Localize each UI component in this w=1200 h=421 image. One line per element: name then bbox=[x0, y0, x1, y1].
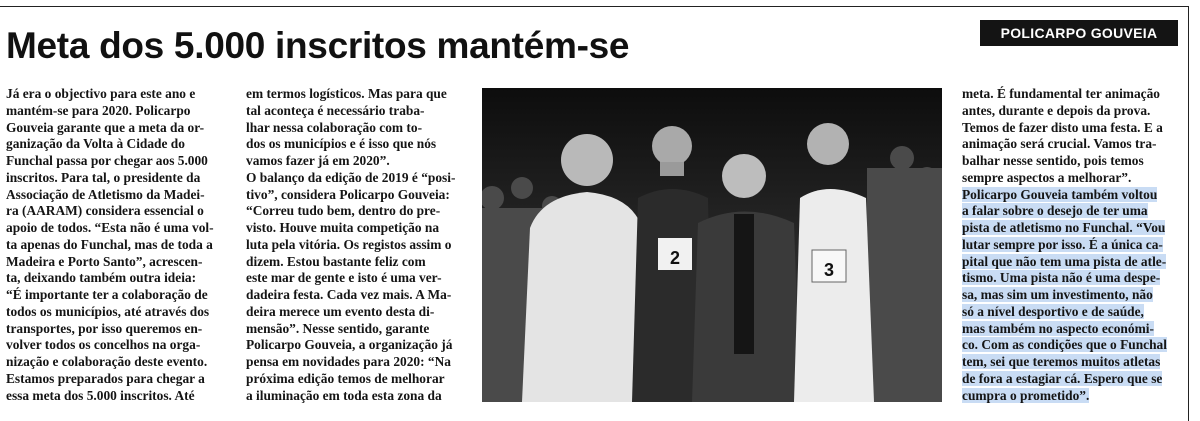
text-line bbox=[246, 354, 466, 371]
text-line bbox=[246, 86, 466, 103]
right-column-rule bbox=[1188, 6, 1189, 421]
text-line bbox=[962, 354, 1184, 371]
text-line-content: “Correu tudo bem, dentro do pre- bbox=[246, 203, 441, 219]
text-line bbox=[962, 337, 1184, 354]
text-line bbox=[6, 321, 222, 338]
text-line bbox=[6, 371, 222, 388]
text-line bbox=[6, 388, 222, 405]
text-line bbox=[962, 86, 1184, 103]
text-line-content: todos os municípios, até através dos bbox=[6, 303, 210, 319]
text-line bbox=[246, 321, 466, 338]
text-line-content: transportes, por isso queremos en- bbox=[6, 320, 203, 336]
text-line bbox=[6, 304, 222, 321]
text-line bbox=[6, 237, 222, 254]
text-line-content: luta pela vitória. Os registos assim o bbox=[246, 236, 452, 252]
text-line-content: Gouveia garante que a meta da or- bbox=[6, 119, 205, 135]
text-line bbox=[6, 220, 222, 237]
text-line-content: nização e colaboração deste evento. bbox=[6, 354, 208, 369]
text-line bbox=[246, 371, 466, 388]
text-line-content: a iluminação em toda esta zona da bbox=[246, 387, 442, 403]
text-line bbox=[962, 254, 1184, 271]
text-line bbox=[6, 270, 222, 287]
text-line bbox=[246, 254, 466, 271]
text-line-content: lutar sempre por isso. É a única ca- bbox=[962, 236, 1163, 252]
text-line bbox=[6, 354, 222, 371]
text-line bbox=[246, 304, 466, 321]
text-line-content: Policarpo Gouveia também voltou bbox=[962, 186, 1158, 202]
text-line-content: sempre aspectos a melhorar”. bbox=[962, 169, 1132, 185]
text-line bbox=[962, 220, 1184, 237]
text-line bbox=[6, 337, 222, 354]
text-line bbox=[962, 270, 1184, 287]
text-line bbox=[246, 203, 466, 220]
text-line-content: antes, durante e depois da prova. bbox=[962, 102, 1151, 118]
text-line bbox=[962, 371, 1184, 388]
text-line bbox=[962, 388, 1184, 405]
text-line-content: mantém-se para 2020. Policarpo bbox=[6, 102, 191, 118]
text-line-content: dos os municípios e é isso que nós bbox=[246, 136, 437, 152]
text-line bbox=[6, 103, 222, 120]
text-line-content: balhar nesse sentido, pois temos bbox=[962, 153, 1144, 168]
text-line-content: pital que não tem uma pista de atle- bbox=[962, 253, 1167, 269]
text-line-content: Madeira e Porto Santo”, acrescen- bbox=[6, 253, 203, 269]
text-line-content: “É importante ter a colaboração de bbox=[6, 287, 208, 302]
bib-2-label: 2 bbox=[669, 248, 681, 268]
text-line-content: cumpra o prometido”. bbox=[962, 387, 1090, 403]
text-line bbox=[962, 287, 1184, 304]
text-line-content: visto. Houve muita competição na bbox=[246, 220, 440, 235]
text-line bbox=[6, 86, 222, 103]
text-line-content: este mar de gente e isto é uma ver- bbox=[246, 270, 442, 286]
text-line bbox=[246, 337, 466, 354]
text-line-content: pensa em novidades para 2020: “Na bbox=[246, 354, 451, 369]
article-column-3 bbox=[962, 86, 1184, 404]
text-line-content: de fora a estagiar cá. Espero que se bbox=[962, 370, 1163, 386]
text-line-content: tivo”, considera Policarpo Gouveia: bbox=[246, 186, 450, 202]
text-line-content: dadeira festa. Cada vez mais. A Ma- bbox=[246, 287, 452, 302]
text-line bbox=[6, 254, 222, 271]
text-line-content: apoio de todos. “Esta não é uma vol- bbox=[6, 220, 214, 235]
text-line bbox=[962, 304, 1184, 321]
text-line-content: ta, deixando também outra ideia: bbox=[6, 270, 197, 286]
text-line bbox=[962, 237, 1184, 254]
text-line-content: Funchal passa por chegar aos 5.000 bbox=[6, 153, 208, 168]
text-line bbox=[962, 187, 1184, 204]
text-line bbox=[962, 136, 1184, 153]
text-line bbox=[246, 388, 466, 405]
text-line bbox=[246, 170, 466, 187]
text-line-content: tismo. Uma pista não é uma despe- bbox=[962, 270, 1161, 286]
text-line bbox=[962, 120, 1184, 137]
text-line-content: ganização da Volta à Cidade do bbox=[6, 136, 185, 152]
text-line-content: sa, mas sim um investimento, não bbox=[962, 287, 1153, 302]
text-line-content: a falar sobre o desejo de ter uma bbox=[962, 203, 1148, 219]
text-line-content: volver todos os concelhos na orga- bbox=[6, 337, 201, 353]
article-headline: Meta dos 5.000 inscritos mantém-se bbox=[6, 25, 630, 66]
text-line-content: pista de atletismo no Funchal. “Vou bbox=[962, 220, 1166, 235]
text-line-content: co. Com as condições que o Funchal bbox=[962, 337, 1167, 353]
text-line bbox=[962, 170, 1184, 187]
text-line-content: mas também no aspecto económi- bbox=[962, 320, 1154, 336]
text-line-content: Policarpo Gouveia, a organização já bbox=[246, 337, 453, 353]
text-line-content: só a nível desportivo e de saúde, bbox=[962, 303, 1144, 319]
text-line-content: vamos fazer já em 2020”. bbox=[246, 153, 390, 168]
text-line-content: essa meta dos 5.000 inscritos. Até bbox=[6, 387, 195, 403]
text-line bbox=[962, 153, 1184, 170]
text-line-content: deira merece um evento desta di- bbox=[246, 303, 435, 319]
text-line bbox=[962, 321, 1184, 338]
text-line-content: Já era o objectivo para este ano e bbox=[6, 86, 196, 101]
text-line-content: mensão”. Nesse sentido, garante bbox=[246, 320, 430, 336]
text-line-content: Estamos preparados para chegar a bbox=[6, 370, 205, 386]
text-line bbox=[962, 203, 1184, 220]
text-line-content: lhar nessa colaboração com to- bbox=[246, 119, 423, 135]
text-line bbox=[962, 103, 1184, 120]
text-line-content: ta apenas do Funchal, mas de toda a bbox=[6, 236, 213, 252]
text-line-content: inscritos. Para tal, o presidente da bbox=[6, 169, 201, 185]
text-line bbox=[246, 270, 466, 287]
text-line bbox=[246, 237, 466, 254]
text-line-content: em termos logísticos. Mas para que bbox=[246, 86, 447, 101]
author-tag: POLICARPO GOUVEIA bbox=[980, 20, 1178, 46]
bib-3-label: 3 bbox=[823, 260, 835, 280]
text-line bbox=[246, 136, 466, 153]
text-line-content: O balanço da edição de 2019 é “posi- bbox=[246, 169, 456, 185]
text-line-content: meta. É fundamental ter animação bbox=[962, 86, 1160, 101]
article-photo bbox=[482, 88, 942, 402]
text-line bbox=[6, 203, 222, 220]
text-line bbox=[246, 287, 466, 304]
text-line bbox=[6, 153, 222, 170]
text-line-content: Temos de fazer disto uma festa. E a bbox=[962, 119, 1163, 135]
top-rule bbox=[0, 6, 1188, 7]
text-line bbox=[246, 153, 466, 170]
text-line bbox=[246, 120, 466, 137]
text-line-content: animação será crucial. Vamos tra- bbox=[962, 136, 1157, 152]
text-line bbox=[246, 220, 466, 237]
text-line bbox=[6, 136, 222, 153]
text-line-content: Associação de Atletismo da Madei- bbox=[6, 186, 205, 202]
article-column-1 bbox=[6, 86, 222, 404]
text-line bbox=[6, 187, 222, 204]
text-line bbox=[246, 187, 466, 204]
text-line-content: tal aconteça é necessário traba- bbox=[246, 102, 425, 118]
text-line bbox=[6, 120, 222, 137]
text-line-content: dizem. Estou bastante feliz com bbox=[246, 253, 426, 269]
text-line bbox=[6, 170, 222, 187]
article-column-2 bbox=[246, 86, 466, 404]
text-line-content: ra (AARAM) considera essencial o bbox=[6, 203, 204, 219]
text-line bbox=[6, 287, 222, 304]
text-line bbox=[246, 103, 466, 120]
text-line-content: próxima edição temos de melhorar bbox=[246, 370, 445, 386]
text-line-content: tem, sei que teremos muitos atletas bbox=[962, 354, 1161, 369]
